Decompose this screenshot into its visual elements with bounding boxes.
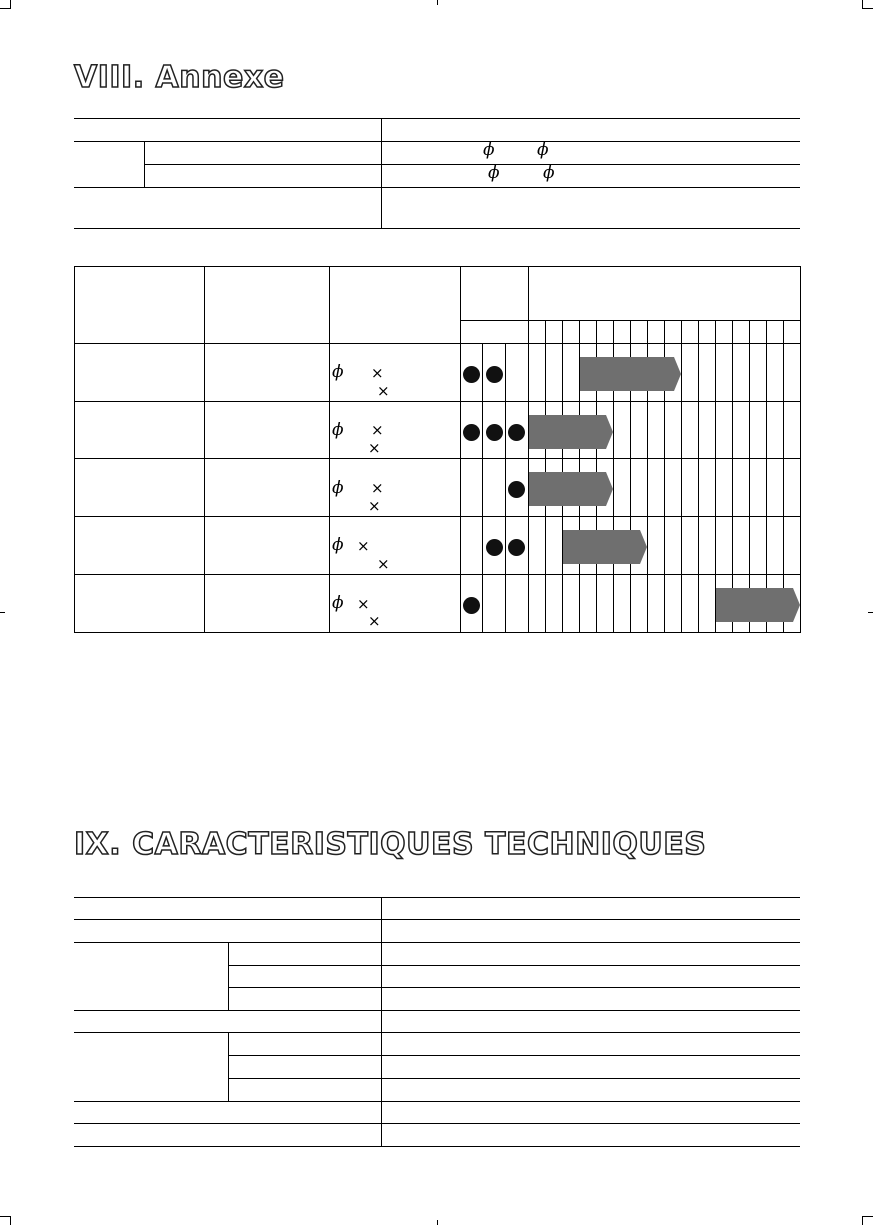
crop-mark <box>0 1216 10 1217</box>
filled-circle-icon <box>508 539 525 556</box>
crop-mark <box>437 0 438 5</box>
times-symbol: × <box>371 421 384 439</box>
times-symbol: × <box>357 595 370 613</box>
section-title-technical: IX. CARACTERISTIQUES TECHNIQUES <box>74 827 707 862</box>
crop-mark <box>437 1220 438 1225</box>
month-grid-line <box>766 320 767 633</box>
month-grid-line <box>783 320 784 633</box>
schedule-bar <box>529 472 613 506</box>
diameter-symbol: ϕ <box>488 163 500 183</box>
diameter-symbol: ϕ <box>483 140 495 160</box>
times-symbol: × <box>368 612 381 630</box>
crop-mark <box>0 8 10 9</box>
times-symbol: × <box>371 479 384 497</box>
diameter-symbol: ϕ <box>537 140 549 160</box>
crop-mark <box>862 1216 863 1225</box>
crop-mark <box>0 612 5 613</box>
diameter-symbol: ϕ <box>332 478 344 498</box>
diameter-symbol: ϕ <box>332 593 344 613</box>
filled-circle-icon <box>486 424 503 441</box>
diameter-symbol: ϕ <box>332 420 344 440</box>
crop-mark <box>863 1216 873 1217</box>
month-grid-line <box>732 320 733 633</box>
diameter-symbol: ϕ <box>543 163 555 183</box>
diameter-symbol: ϕ <box>332 535 344 555</box>
crop-mark <box>10 0 11 9</box>
times-symbol: × <box>371 364 384 382</box>
filled-circle-icon <box>486 366 503 383</box>
crop-mark <box>863 8 873 9</box>
filled-circle-icon <box>486 539 503 556</box>
schedule-bar <box>716 588 800 622</box>
month-grid-line <box>681 320 682 633</box>
month-grid-line <box>698 320 699 633</box>
schedule-table <box>74 266 801 633</box>
schedule-bar <box>563 530 647 564</box>
section-title-annexe: VIII. Annexe <box>74 60 285 95</box>
filled-circle-icon <box>463 424 480 441</box>
schedule-bar <box>580 357 681 391</box>
times-symbol: × <box>377 555 390 573</box>
crop-mark <box>868 612 873 613</box>
filled-circle-icon <box>508 424 525 441</box>
times-symbol: × <box>368 439 381 457</box>
schedule-bar <box>529 415 613 449</box>
crop-mark <box>862 0 863 9</box>
filled-circle-icon <box>463 597 480 614</box>
month-grid-line <box>749 320 750 633</box>
times-symbol: × <box>368 497 381 515</box>
times-symbol: × <box>357 537 370 555</box>
times-symbol: × <box>377 382 390 400</box>
month-grid-line <box>715 320 716 633</box>
filled-circle-icon <box>508 481 525 498</box>
crop-mark <box>10 1216 11 1225</box>
diameter-symbol: ϕ <box>332 362 344 382</box>
filled-circle-icon <box>463 366 480 383</box>
